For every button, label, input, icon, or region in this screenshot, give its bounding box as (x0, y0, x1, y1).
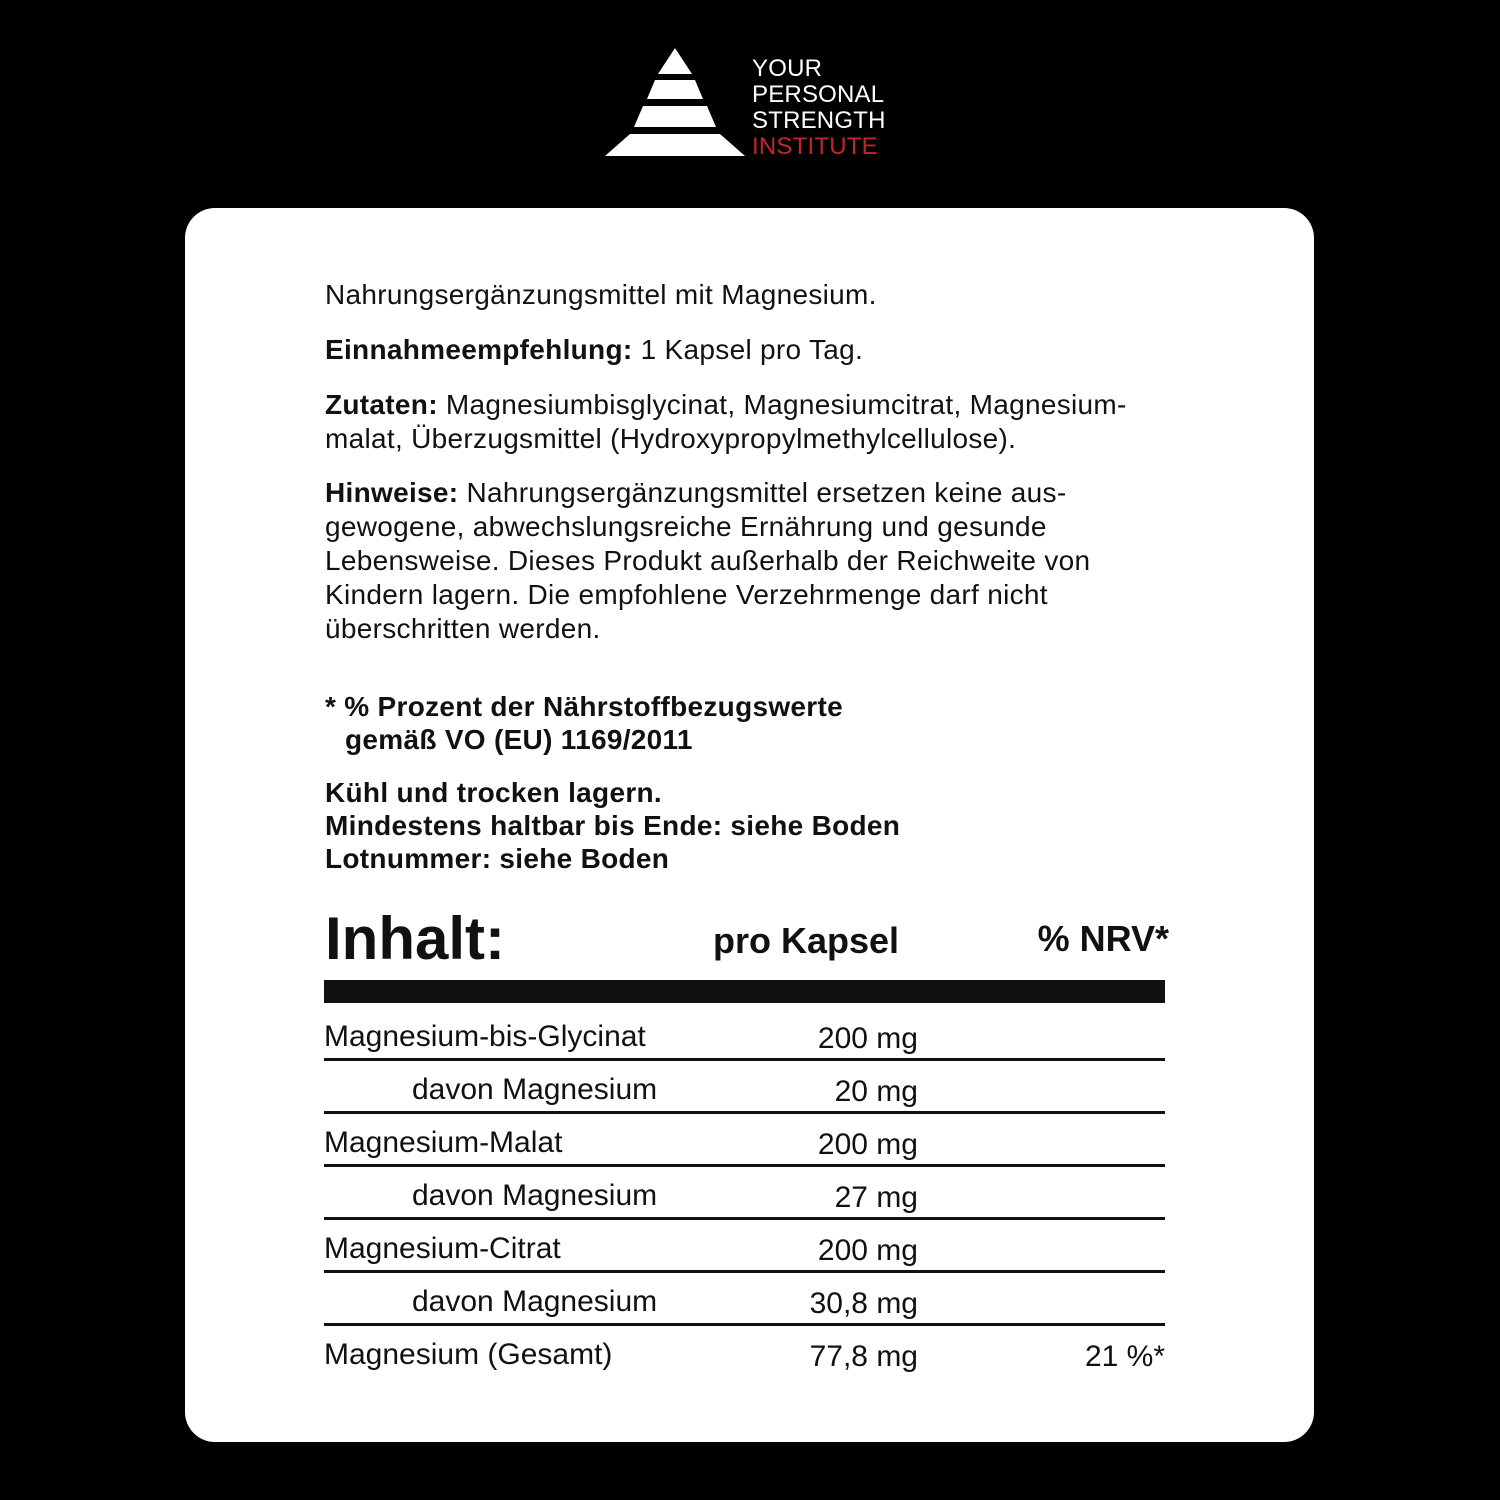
nutrient-amount: 30,8 mg (809, 1287, 918, 1320)
nutrient-name: davon Magnesium (412, 1073, 658, 1106)
brand-name (752, 56, 886, 160)
storage-line2: Mindestens haltbar bis Ende: siehe Boden (325, 810, 901, 841)
intro-text: Nahrungsergänzungsmittel mit Magnesium. (325, 279, 877, 310)
amount-column-header: pro Kapsel (713, 920, 900, 961)
brand-accent-line: INSTITUTE (752, 133, 878, 160)
nutrition-table (324, 1008, 1165, 1376)
notes-paragraph (325, 476, 1185, 646)
table-row (324, 1061, 1165, 1114)
dosage-label: Einnahmeempfehlung: (325, 334, 633, 365)
table-title: Inhalt: (325, 905, 505, 972)
table-header (325, 906, 1167, 976)
notes-label: Hinweise: (325, 477, 459, 508)
ingredients-text: Magnesiumbisglycinat, Magnesiumcitrat, Magnesium-malat, Überzugsmittel (Hydroxypropylmethylcellulose). (325, 389, 1127, 454)
nutrient-name: davon Magnesium (412, 1179, 658, 1212)
table-row (324, 1220, 1165, 1273)
pyramid-logo-icon (604, 48, 746, 160)
table-row (324, 1326, 1165, 1376)
label-card (185, 208, 1314, 1442)
nrv-note-line1: * % Prozent der Nährstoffbezugswerte (325, 691, 843, 722)
nutrient-amount: 200 mg (817, 1022, 918, 1055)
table-row (324, 1008, 1165, 1061)
table-row (324, 1167, 1165, 1220)
nutrient-name: Magnesium (Gesamt) (324, 1338, 613, 1371)
storage-line3: Lotnummer: siehe Boden (325, 843, 670, 874)
brand-line: PERSONAL (752, 81, 885, 108)
dosage-paragraph (325, 333, 1185, 367)
ingredients-paragraph (325, 388, 1185, 456)
nutrient-amount: 27 mg (834, 1181, 918, 1214)
label-text (325, 278, 1185, 875)
nutrient-nrv: 21 %* (1084, 1340, 1165, 1373)
dosage-text: 1 Kapsel pro Tag. (640, 334, 864, 365)
nutrient-name: Magnesium-bis-Glycinat (324, 1020, 646, 1053)
nutrient-amount: 200 mg (817, 1234, 918, 1267)
table-row (324, 1114, 1165, 1167)
nrv-note-line2: gemäß VO (EU) 1169/2011 (345, 724, 693, 755)
brand-logo (604, 48, 924, 160)
ingredients-label: Zutaten: (325, 389, 438, 420)
nutrient-amount: 200 mg (817, 1128, 918, 1161)
storage-line1: Kühl und trocken lagern. (325, 777, 663, 808)
nrv-column-header: % NRV* (1037, 918, 1169, 959)
nutrient-amount: 77,8 mg (809, 1340, 918, 1373)
nutrient-name: Magnesium-Malat (324, 1126, 563, 1159)
nutrient-name: davon Magnesium (412, 1285, 658, 1318)
header-divider-bar (324, 980, 1165, 1003)
nutrient-amount: 20 mg (834, 1075, 918, 1108)
nutrient-name: Magnesium-Citrat (324, 1232, 561, 1265)
notes-text: Nahrungsergänzungsmittel ersetzen keine aus-gewogene, abwechslungsreiche Ernährung und gesunde Lebensweise. Dieses Produkt außerhalb der Reichweite von Kindern lagern. Die empfohlene Verzehrmenge darf nicht überschritten werden. (325, 477, 1091, 644)
brand-line: YOUR (752, 55, 823, 82)
table-row (324, 1273, 1165, 1326)
brand-line: STRENGTH (752, 107, 886, 134)
